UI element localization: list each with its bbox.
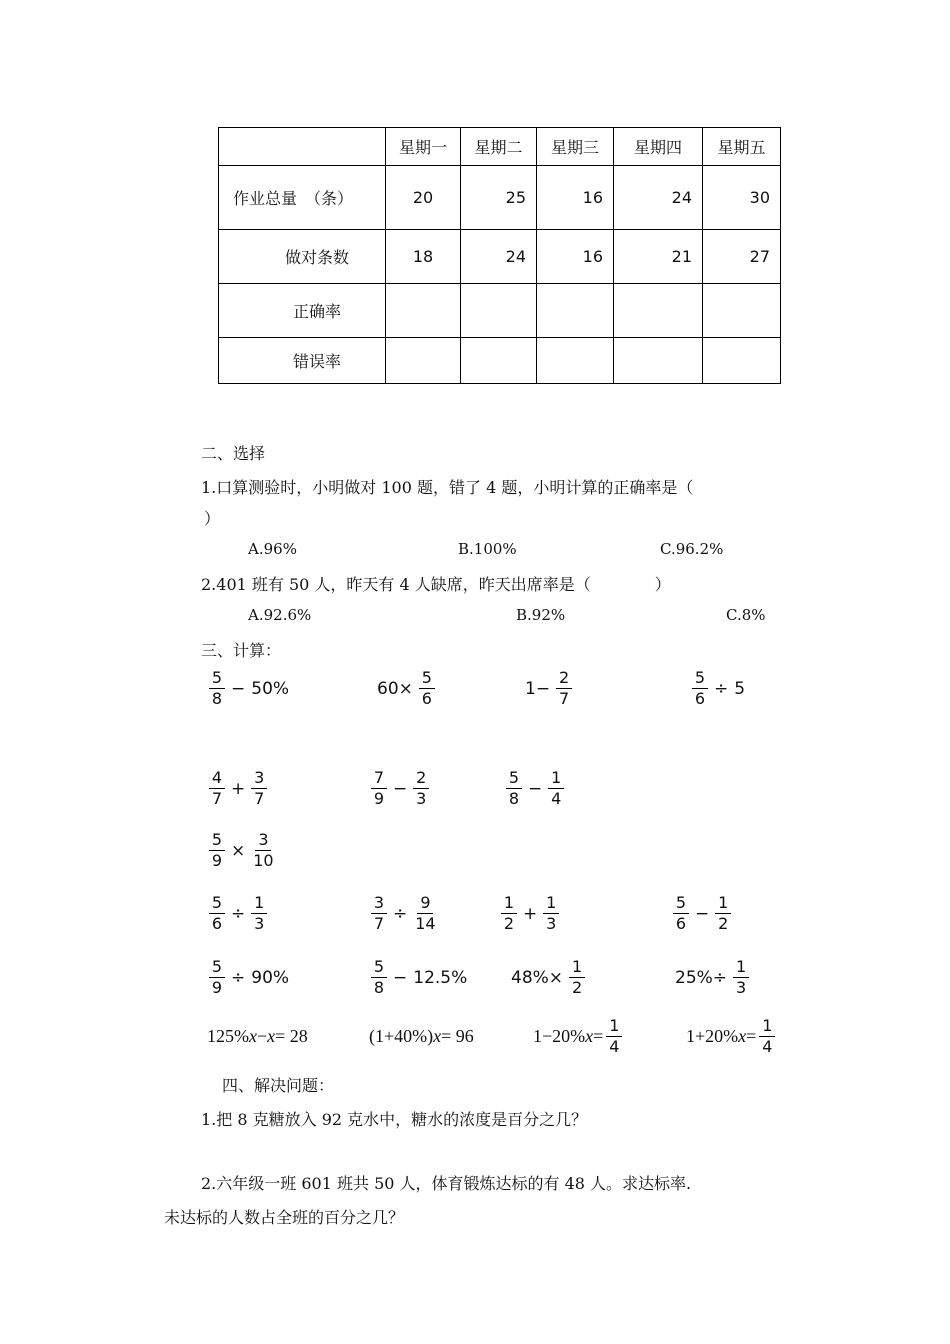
operator: + [523,903,538,924]
eq-part: = 96 [441,1026,474,1046]
variable-x: x [433,1026,442,1046]
equation [207,1026,308,1047]
table-cell: 18 [386,230,461,284]
denominator: 6 [694,689,706,708]
option-b: B.92% [516,606,566,624]
variable-x: x [738,1026,747,1046]
table-cell: 30 [703,166,781,230]
table-cell [703,284,781,338]
eq-part: − [257,1026,268,1046]
question-1-text: 1.口算测验时，小明做对 100 题，错了 4 题，小明计算的正确率是（ [201,478,694,497]
numerator: 3 [251,768,267,789]
operator: ÷ [231,967,246,988]
row-label: 正确率 [219,284,386,338]
table-row [219,166,781,230]
denominator: 14 [415,914,436,933]
table-cell [537,284,614,338]
table-cell [461,338,537,384]
denominator: 2 [571,978,583,997]
numerator: 1 [569,957,585,978]
operator: − [695,903,710,924]
equation [686,1016,778,1057]
homework-table [218,127,781,384]
denominator: 3 [254,914,265,933]
table-cell [461,284,537,338]
table-row [219,338,781,384]
numerator: 5 [209,893,225,914]
table-cell: 27 [703,230,781,284]
denominator: 8 [373,978,385,997]
numerator: 1 [606,1016,622,1037]
table-header-cell: 星期二 [461,128,537,166]
variable-x: x [267,1026,276,1046]
table-cell: 16 [537,230,614,284]
operator: − [528,778,543,799]
math-expression [206,893,270,934]
operand: 48%× [511,967,564,988]
row-label: 做对条数 [219,230,386,284]
denominator: 4 [609,1037,620,1056]
numerator: 2 [413,768,429,789]
numerator: 3 [371,893,387,914]
operator: − [231,678,246,699]
operator: + [231,778,246,799]
operand: 25%÷ [675,967,728,988]
operator: − [393,967,408,988]
table-cell [386,338,461,384]
table-cell: 25 [461,166,537,230]
math-expression [368,957,470,998]
table-cell: 24 [614,166,703,230]
numerator: 1 [543,893,559,914]
denominator: 10 [253,851,274,870]
table-header-cell: 星期五 [703,128,781,166]
table-header-cell: 星期一 [386,128,461,166]
denominator: 6 [675,914,687,933]
math-expression [670,893,734,934]
numerator: 5 [209,668,225,689]
eq-part: 1+20% [686,1026,739,1046]
denominator: 3 [546,914,557,933]
numerator: 5 [419,668,435,689]
table-cell: 16 [537,166,614,230]
table-header-row [219,128,781,166]
row-label: 作业总量 （条） [219,166,386,230]
eq-part: 1−20% [533,1026,586,1046]
eq-part: = [746,1026,757,1046]
option-c: C.8% [726,606,766,624]
table-row [219,230,781,284]
math-expression [368,768,432,809]
math-expression [503,768,567,809]
table-cell: 21 [614,230,703,284]
denominator: 6 [421,689,432,708]
table-cell: 24 [461,230,537,284]
eq-part: (1+40%) [369,1026,434,1046]
eq-part: = 28 [275,1026,308,1046]
numerator: 5 [371,957,387,978]
math-expression [206,957,292,998]
numerator: 2 [556,668,572,689]
question-1-paren: ） [204,509,221,528]
operator: × [231,840,246,861]
math-expression [374,668,438,709]
operand: 1− [525,678,551,699]
table-cell: 20 [386,166,461,230]
section4-title: 四、解决问题： [222,1076,335,1095]
numerator: 1 [548,768,564,789]
numerator: 3 [255,830,271,851]
operand: 5 [734,678,746,699]
denominator: 9 [211,978,223,997]
denominator: 7 [254,789,265,808]
numerator: 5 [692,668,708,689]
numerator: 5 [673,893,689,914]
equation [369,1026,474,1047]
variable-x: x [585,1026,594,1046]
numerator: 5 [209,830,225,851]
operand: 50% [251,678,290,699]
denominator: 2 [718,914,729,933]
eq-part: = [593,1026,604,1046]
math-expression [206,830,279,871]
denominator: 7 [373,914,385,933]
operator: ÷ [231,903,246,924]
table-cell [614,284,703,338]
numerator: 1 [715,893,731,914]
option-a: A.96% [248,540,297,558]
section2-title: 二、选择 [201,444,266,463]
option-b: B.100% [458,540,517,558]
denominator: 3 [735,978,747,997]
numerator: 1 [759,1016,775,1037]
denominator: 6 [211,914,223,933]
denominator: 9 [373,789,385,808]
operand: 12.5% [413,967,468,988]
operand: 60× [377,678,413,699]
denominator: 7 [558,689,570,708]
table-header-cell [219,128,386,166]
math-expression [498,893,562,934]
problem-1: 1.把 8 克糖放入 92 克水中，糖水的浓度是百分之几？ [201,1110,588,1129]
operator: − [393,778,408,799]
question-2-text: 2.401 班有 50 人，昨天有 4 人缺席，昨天出席率是（ ） [201,575,671,594]
denominator: 4 [551,789,562,808]
section3-title: 三、计算： [201,641,282,660]
math-expression [508,957,588,998]
math-expression [206,768,270,809]
numerator: 1 [251,893,267,914]
denominator: 4 [762,1037,773,1056]
numerator: 5 [209,957,225,978]
math-expression [206,668,292,709]
math-expression [522,668,575,709]
table-cell [614,338,703,384]
table-cell [386,284,461,338]
problem-2-line2: 未达标的人数占全班的百分之几？ [164,1208,405,1227]
numerator: 5 [506,768,522,789]
equation [533,1016,625,1057]
math-expression [689,668,748,709]
denominator: 7 [211,789,223,808]
math-expression [368,893,441,934]
variable-x: x [249,1026,257,1046]
numerator: 1 [733,957,749,978]
table-cell [537,338,614,384]
denominator: 3 [416,789,427,808]
denominator: 8 [211,689,223,708]
math-expression [672,957,752,998]
table-cell [703,338,781,384]
operand: 90% [251,967,290,988]
problem-2-line1: 2.六年级一班 601 班共 50 人，体育锻炼达标的有 48 人。求达标率. [201,1174,692,1193]
operator: ÷ [714,678,729,699]
option-c: C.96.2% [660,540,724,558]
eq-part: 125% [207,1026,249,1046]
table-header-cell: 星期四 [614,128,703,166]
denominator: 9 [211,851,223,870]
numerator: 9 [417,893,433,914]
denominator: 8 [508,789,520,808]
numerator: 4 [209,768,225,789]
table-row [219,284,781,338]
row-label: 错误率 [219,338,386,384]
numerator: 7 [371,768,387,789]
numerator: 1 [501,893,517,914]
option-a: A.92.6% [248,606,312,624]
operator: ÷ [393,903,408,924]
table-header-cell: 星期三 [537,128,614,166]
denominator: 2 [503,914,515,933]
